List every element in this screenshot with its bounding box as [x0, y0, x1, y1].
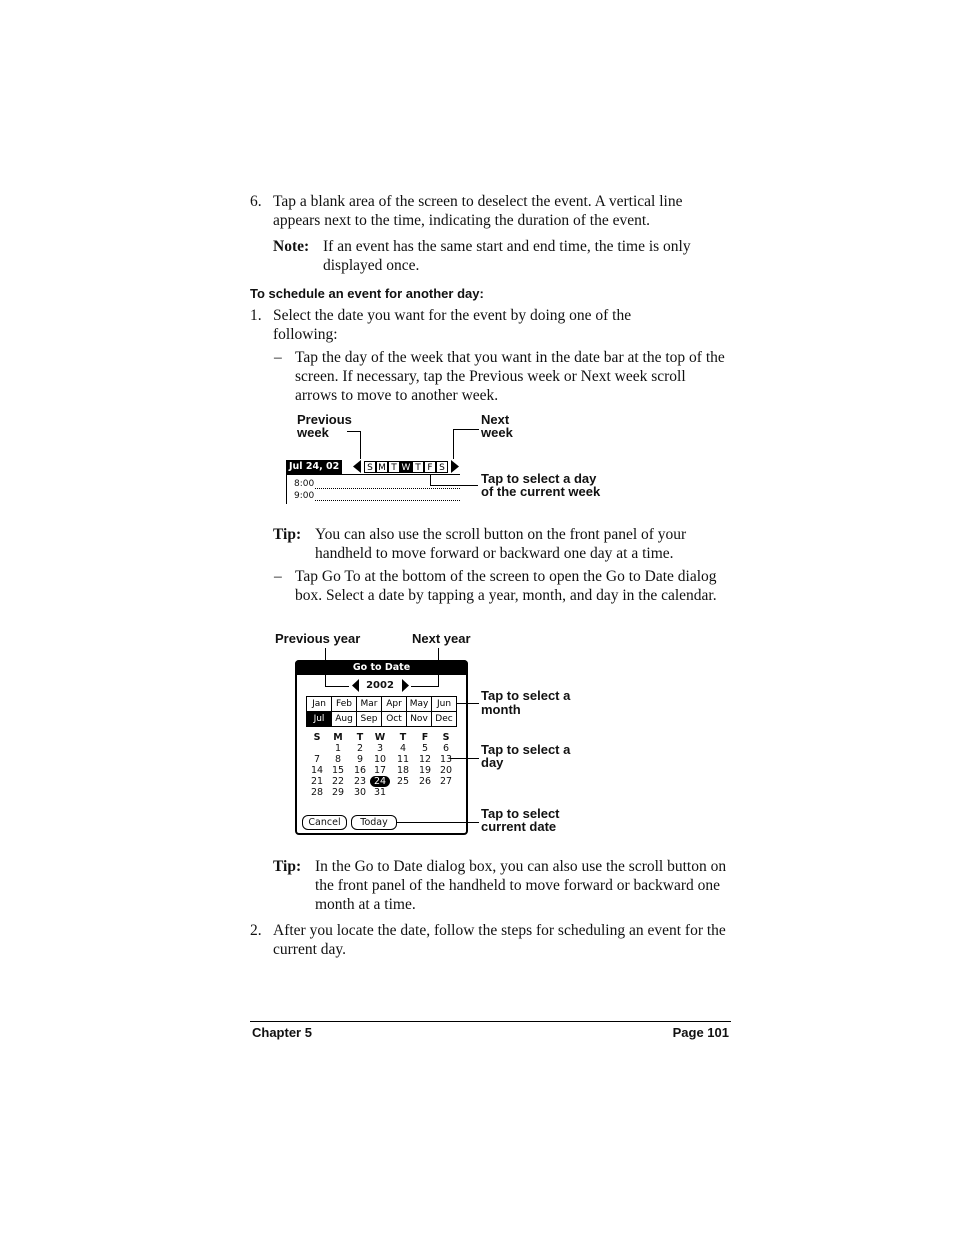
step-text: Select the date you want for the event by doing one of the following: — [273, 307, 632, 343]
bullet-text: Tap Go To at the bottom of the screen to open the Go to Date dialog box. Select a date by tapping a year, month, and day in the calendar. — [295, 568, 717, 604]
day-cell[interactable]: 20 — [439, 765, 453, 776]
day-cell[interactable]: 22 — [331, 776, 345, 787]
callout-previous-year: Previous year — [275, 631, 361, 646]
callout-next-week-line2: week — [481, 425, 513, 440]
day-header: T — [399, 732, 407, 743]
weekday-cell[interactable]: S — [364, 461, 376, 473]
footer-page: Page 101 — [672, 1025, 729, 1040]
year-value: 2002 — [366, 680, 394, 691]
time-row-line — [315, 500, 460, 501]
month-cell[interactable]: Nov — [406, 711, 432, 727]
month-cell[interactable]: Feb — [331, 696, 357, 712]
day-cell[interactable]: 24 — [370, 776, 390, 787]
day-cell[interactable]: 21 — [310, 776, 324, 787]
day-header: S — [442, 732, 450, 743]
day-cell[interactable]: 10 — [373, 754, 387, 765]
callout-current-date-line1: Tap to select — [481, 806, 560, 821]
callout-select-day-line2: of the current week — [481, 484, 601, 499]
month-cell[interactable]: Aug — [331, 711, 357, 727]
day-cell[interactable]: 26 — [418, 776, 432, 787]
day-cell[interactable]: 29 — [331, 787, 345, 798]
weekday-cell[interactable]: T — [412, 461, 424, 473]
callout-previous-week-line1: Previous — [297, 412, 352, 427]
day-cell[interactable]: 4 — [399, 743, 407, 754]
month-cell[interactable]: Mar — [356, 696, 382, 712]
step-text: Tap a blank area of the screen to deselect the event. A vertical line appears next to the time, indicating the duration of the event. — [273, 193, 683, 229]
day-cell[interactable]: 25 — [396, 776, 410, 787]
day-cell[interactable]: 30 — [353, 787, 367, 798]
day-cell[interactable]: 23 — [353, 776, 367, 787]
callout-select-day-line1: Tap to select a day — [481, 471, 597, 486]
weekday-cell[interactable]: S — [436, 461, 448, 473]
today-button[interactable]: Today — [351, 815, 397, 830]
bullet-dash: – — [274, 568, 282, 585]
day-cell[interactable]: 9 — [356, 754, 364, 765]
step-number: 2. — [250, 922, 262, 939]
tip-text: In the Go to Date dialog box, you can also use the scroll button on the front panel of the handheld to move forward or backward one month at a time. — [315, 858, 727, 913]
day-cell[interactable]: 16 — [353, 765, 367, 776]
weekday-bar — [364, 460, 448, 474]
callout-line — [360, 431, 361, 459]
dialog-title: Go to Date — [295, 660, 468, 675]
callout-day-line1: Tap to select a — [481, 742, 571, 757]
time-slot[interactable]: 9:00 — [294, 491, 315, 501]
month-cell[interactable]: Dec — [431, 711, 457, 727]
footer-chapter: Chapter 5 — [252, 1025, 312, 1040]
day-cell[interactable]: 6 — [442, 743, 450, 754]
note-label: Note: — [273, 238, 310, 255]
day-header: W — [374, 732, 386, 743]
step-number: 6. — [250, 193, 262, 210]
callout-day-line2: day — [481, 755, 504, 770]
day-cell[interactable]: 8 — [334, 754, 342, 765]
day-cell[interactable]: 17 — [373, 765, 387, 776]
date-label[interactable]: Jul 24, 02 — [286, 460, 342, 474]
weekday-cell[interactable]: M — [376, 461, 388, 473]
previous-year-arrow-icon[interactable] — [351, 679, 360, 692]
day-cell[interactable]: 7 — [313, 754, 321, 765]
step-text: After you locate the date, follow the steps for scheduling an event for the current day. — [273, 922, 726, 958]
day-header: S — [313, 732, 321, 743]
callout-previous-week-line2: week — [297, 425, 329, 440]
day-header: F — [421, 732, 429, 743]
footer-rule — [250, 1021, 731, 1022]
day-cell[interactable]: 12 — [418, 754, 432, 765]
day-cell[interactable]: 13 — [439, 754, 453, 765]
day-view-left-edge — [286, 474, 287, 504]
day-header: T — [356, 732, 364, 743]
callout-line — [430, 474, 431, 485]
day-cell[interactable]: 14 — [310, 765, 324, 776]
weekday-cell[interactable]: F — [424, 461, 436, 473]
day-cell[interactable]: 27 — [439, 776, 453, 787]
day-header: M — [333, 732, 343, 743]
callout-line — [453, 429, 479, 430]
month-cell[interactable]: Oct — [381, 711, 407, 727]
month-cell[interactable]: Jan — [306, 696, 332, 712]
previous-week-arrow-icon[interactable] — [352, 460, 362, 473]
day-cell[interactable]: 2 — [356, 743, 364, 754]
day-cell[interactable]: 3 — [376, 743, 384, 754]
tip-label: Tip: — [273, 858, 302, 875]
time-slot[interactable]: 8:00 — [294, 479, 315, 489]
day-cell[interactable]: 11 — [396, 754, 410, 765]
cancel-button[interactable]: Cancel — [302, 815, 347, 830]
note-text: If an event has the same start and end time, the time is only displayed once. — [323, 238, 691, 274]
day-cell[interactable]: 31 — [373, 787, 387, 798]
time-row-line — [315, 488, 460, 489]
callout-next-week-line1: Next — [481, 412, 510, 427]
callout-month-line1: Tap to select a — [481, 688, 571, 703]
day-cell[interactable]: 5 — [421, 743, 429, 754]
callout-month-line2: month — [481, 702, 521, 717]
tip-text: You can also use the scroll button on the front panel of your handheld to move forward or backward one day at a time. — [315, 526, 687, 562]
day-cell[interactable]: 15 — [331, 765, 345, 776]
day-cell[interactable]: 1 — [334, 743, 342, 754]
bullet-text: Tap the day of the week that you want in the date bar at the top of the screen. If necessary, tap the Previous week or Next week scroll arrows to move to another week. — [295, 349, 725, 404]
month-cell[interactable]: May — [406, 696, 432, 712]
next-week-arrow-icon[interactable] — [450, 460, 460, 473]
procedure-heading: To schedule an event for another day: — [250, 286, 484, 301]
bullet-dash: – — [274, 349, 282, 366]
day-cell[interactable]: 19 — [418, 765, 432, 776]
tip-label: Tip: — [273, 526, 302, 543]
month-cell[interactable]: Jul — [306, 711, 332, 727]
day-cell[interactable]: 18 — [396, 765, 410, 776]
day-grid — [305, 732, 455, 802]
weekday-cell[interactable]: W — [401, 463, 411, 473]
date-bar-rule — [286, 474, 460, 475]
day-cell[interactable]: 28 — [310, 787, 324, 798]
month-cell[interactable]: Jun — [431, 696, 457, 712]
weekday-cell[interactable]: T — [388, 461, 400, 473]
callout-line — [347, 431, 361, 432]
callout-line — [430, 485, 478, 486]
month-cell[interactable]: Sep — [356, 711, 382, 727]
callout-next-year: Next year — [412, 631, 471, 646]
next-year-arrow-icon[interactable] — [401, 679, 410, 692]
month-grid — [306, 696, 457, 727]
step-number: 1. — [250, 307, 262, 324]
month-cell[interactable]: Apr — [381, 696, 407, 712]
callout-line — [453, 429, 454, 459]
callout-current-date-line2: current date — [481, 819, 557, 834]
